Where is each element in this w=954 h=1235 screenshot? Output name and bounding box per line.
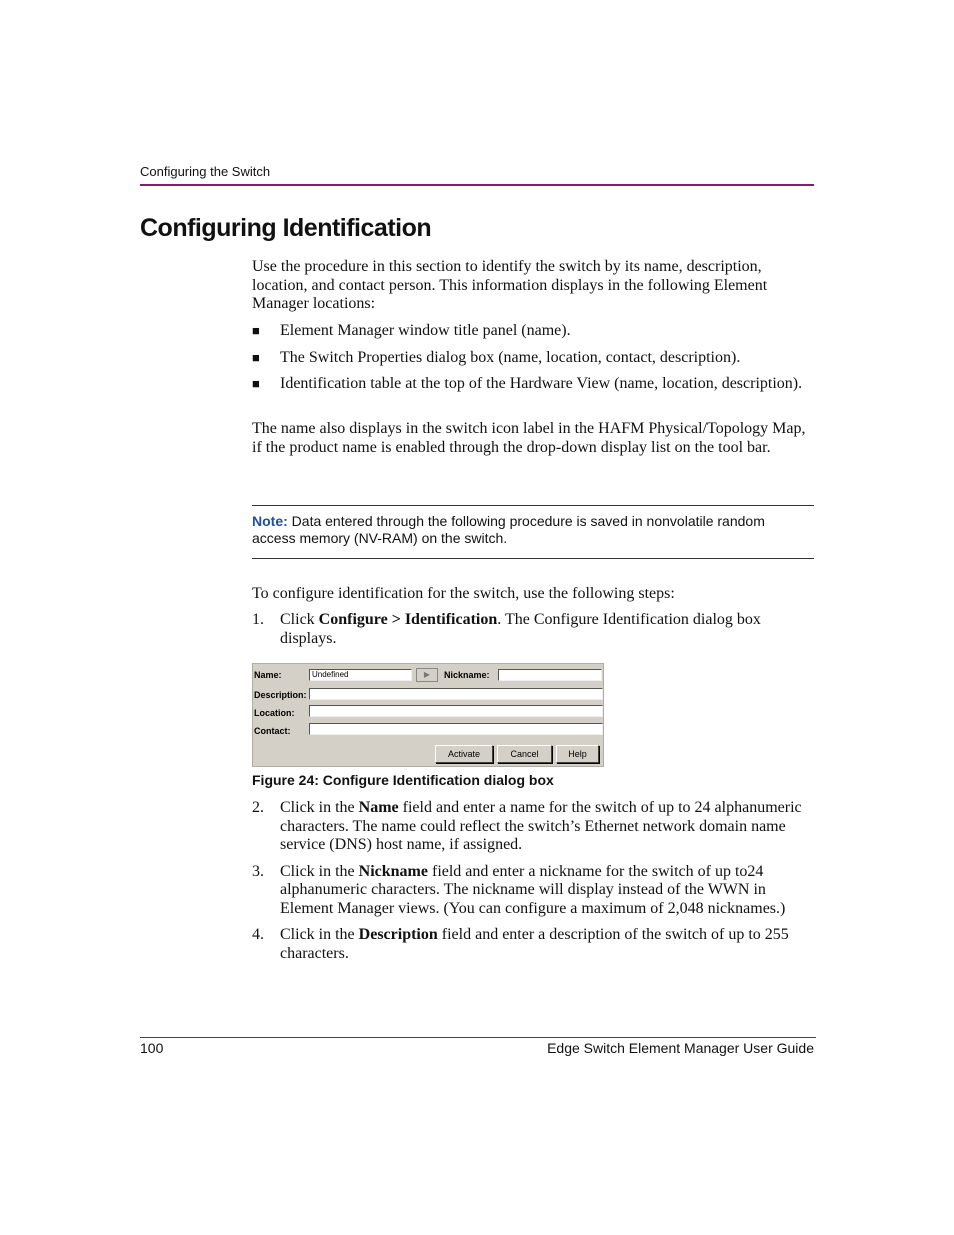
step-item xyxy=(252,863,814,919)
header-rule xyxy=(140,184,814,186)
note-box xyxy=(252,505,814,559)
bullet-icon: ■ xyxy=(252,349,260,365)
list-item xyxy=(252,322,814,341)
document-title: Edge Switch Element Manager User Guide xyxy=(547,1040,814,1056)
step-number: 4. xyxy=(252,926,264,943)
description-field[interactable] xyxy=(309,688,603,700)
description-label: Description: xyxy=(254,690,307,700)
step-text-post: field and enter a description of the switch of up to 255 characters. xyxy=(280,926,789,962)
step-item xyxy=(252,926,814,963)
bullet-text: Identification table at the top of the Hardware View (name, location, description). xyxy=(280,375,803,392)
step-field-name: Name xyxy=(358,799,399,816)
figure-caption: Figure 24: Configure Identification dialog box xyxy=(252,772,554,788)
footer-rule xyxy=(140,1037,816,1038)
step-text-pre: Click in the xyxy=(280,799,359,816)
running-head: Configuring the Switch xyxy=(140,164,271,179)
name-arrow-button[interactable] xyxy=(416,668,438,682)
intro-paragraph: Use the procedure in this section to identify the switch by its name, description, location, and contact person. This information displays in the following Element Manager locations: xyxy=(252,258,768,312)
step-item xyxy=(252,799,814,855)
help-button[interactable]: Help xyxy=(556,745,599,763)
name-label: Name: xyxy=(254,670,282,680)
list-item xyxy=(252,349,814,368)
note-label: Note: xyxy=(252,513,288,529)
step-text-post: field and enter a nickname for the switch of up to24 alphanumeric characters. The nickname will display instead of the WWN in Element Manager views. (You can configure a maximum of 2,048 nicknames.) xyxy=(280,862,786,917)
step-number: 1. xyxy=(252,611,264,628)
arrow-right-icon: ▶ xyxy=(423,670,431,679)
bullet-icon: ■ xyxy=(252,376,260,391)
step-number: 3. xyxy=(252,862,264,880)
name-field[interactable]: Undefined xyxy=(309,669,412,681)
configure-identification-dialog xyxy=(252,663,604,767)
step-number: 2. xyxy=(252,799,264,816)
step-field-name: Description xyxy=(358,926,438,943)
contact-field[interactable] xyxy=(309,723,603,735)
nickname-field[interactable] xyxy=(498,669,602,681)
page-number: 100 xyxy=(140,1040,164,1056)
bullet-text: The Switch Properties dialog box (name, location, contact, description). xyxy=(280,348,741,366)
step-menu-path: Configure > Identification xyxy=(318,611,498,628)
list-item xyxy=(252,375,814,394)
section-title: Configuring Identification xyxy=(140,214,432,242)
cancel-button[interactable]: Cancel xyxy=(497,745,552,763)
steps-2-4 xyxy=(252,799,814,963)
step-field-name: Nickname xyxy=(358,862,428,880)
location-bullet-list xyxy=(252,322,814,394)
step-text-post: field and enter a name for the switch of up to 24 alphanumeric characters. The name could reflect the switch’s Ethernet network domain name service (DNS) host name, if assigned. xyxy=(280,799,802,853)
bullet-text: Element Manager window title panel (name). xyxy=(280,322,571,339)
procedure-lead-in: To configure identification for the switch, use the following steps: xyxy=(252,585,675,602)
location-label: Location: xyxy=(254,708,295,718)
activate-button[interactable]: Activate xyxy=(435,745,493,763)
step-text-post: . The Configure Identification dialog box displays. xyxy=(280,611,761,647)
bullet-icon: ■ xyxy=(252,323,260,338)
step-text-pre: Click in the xyxy=(280,862,359,880)
note-body: Data entered through the following procedure is saved in nonvolatile random access memory (NV-RAM) on the switch. xyxy=(252,513,765,546)
step-item xyxy=(252,611,814,648)
step-text-pre: Click xyxy=(280,611,319,628)
contact-label: Contact: xyxy=(254,726,291,736)
name-display-paragraph: The name also displays in the switch icon label in the HAFM Physical/Topology Map, if the product name is enabled through the drop-down display list on the tool bar. xyxy=(252,420,806,456)
step-1 xyxy=(252,611,814,648)
nickname-label: Nickname: xyxy=(444,670,490,680)
location-field[interactable] xyxy=(309,705,603,717)
note-text xyxy=(252,513,812,547)
step-text-pre: Click in the xyxy=(280,926,359,943)
